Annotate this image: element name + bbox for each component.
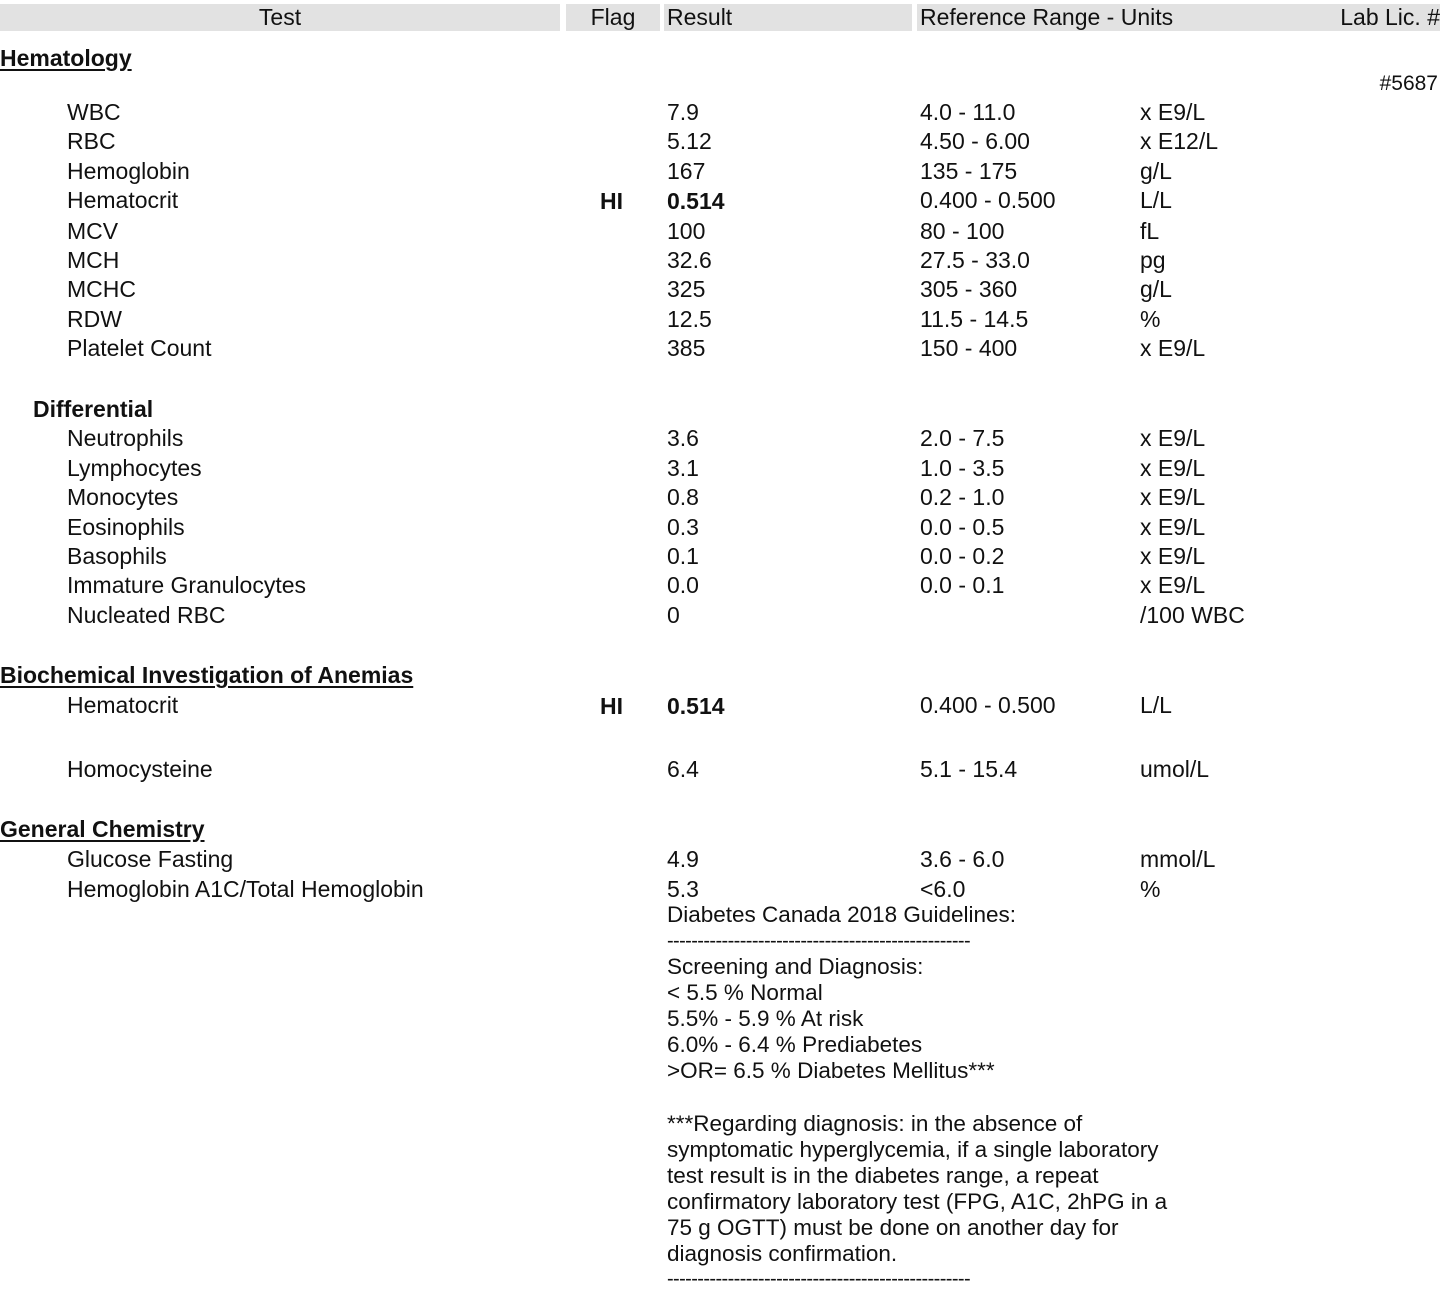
result-value: 6.4	[667, 756, 699, 782]
units: g/L	[1140, 276, 1172, 302]
result-value: 3.1	[667, 455, 699, 481]
units: L/L	[1140, 187, 1172, 213]
result-value: 0.514	[667, 188, 725, 214]
test-name: Hematocrit	[67, 692, 179, 718]
test-name: Lymphocytes	[67, 455, 202, 481]
header-test: Test	[0, 4, 560, 31]
test-name: Homocysteine	[67, 756, 213, 782]
result-value: 385	[667, 335, 706, 361]
result-value: 325	[667, 276, 706, 302]
units: mmol/L	[1140, 846, 1216, 872]
note-heading: Diabetes Canada 2018 Guidelines:	[667, 902, 1016, 927]
test-name: WBC	[67, 99, 121, 125]
test-name: RBC	[67, 128, 116, 154]
note-divider-bottom: --------------------------------------------------	[667, 1268, 971, 1290]
units: %	[1140, 306, 1161, 332]
test-name: Eosinophils	[67, 514, 185, 540]
test-name: Glucose Fasting	[67, 846, 234, 872]
units: g/L	[1140, 158, 1172, 184]
reference-range: 3.6 - 6.0	[920, 846, 1005, 872]
units: x E9/L	[1140, 425, 1206, 451]
section-title-hematology: Hematology	[0, 45, 132, 71]
reference-range: 4.0 - 11.0	[920, 99, 1016, 125]
reference-range: 0.400 - 0.500	[920, 692, 1056, 718]
units: %	[1140, 876, 1161, 902]
result-value: 5.3	[667, 876, 699, 902]
result-value: 4.9	[667, 846, 699, 872]
note-diagnosis-line: ***Regarding diagnosis: in the absence of	[667, 1111, 1083, 1136]
result-value: 0	[667, 602, 680, 628]
reference-range: 305 - 360	[920, 276, 1018, 302]
result-value: 32.6	[667, 247, 712, 273]
header-flag: Flag	[566, 4, 660, 31]
reference-range: <6.0	[920, 876, 966, 902]
units: x E9/L	[1140, 572, 1206, 598]
units: /100 WBC	[1140, 602, 1245, 628]
result-value: 100	[667, 218, 706, 244]
header-result: Result	[664, 4, 912, 31]
header-reference-range-units: Reference Range - Units	[917, 4, 1440, 31]
test-name: MCH	[67, 247, 120, 273]
result-value: 7.9	[667, 99, 699, 125]
note-screening-line: >OR= 6.5 % Diabetes Mellitus***	[667, 1058, 995, 1083]
result-value: 0.514	[667, 693, 725, 719]
note-diagnosis-line: test result is in the diabetes range, a repeat	[667, 1163, 1099, 1188]
test-name: MCV	[67, 218, 119, 244]
flag-high: HI	[600, 693, 623, 719]
note-diagnosis-line: diagnosis confirmation.	[667, 1241, 898, 1266]
section-title-general-chemistry: General Chemistry	[0, 816, 205, 842]
test-name: Neutrophils	[67, 425, 184, 451]
units: x E9/L	[1140, 514, 1206, 540]
test-name: Monocytes	[67, 484, 179, 510]
result-value: 0.1	[667, 543, 699, 569]
reference-range: 4.50 - 6.00	[920, 128, 1030, 154]
note-diagnosis-line: symptomatic hyperglycemia, if a single laboratory	[667, 1137, 1159, 1162]
result-value: 0.3	[667, 514, 699, 540]
flag-high: HI	[600, 188, 623, 214]
test-name: Immature Granulocytes	[67, 572, 307, 598]
test-name: Hematocrit	[67, 187, 179, 213]
reference-range: 11.5 - 14.5	[920, 306, 1029, 332]
result-value: 0.8	[667, 484, 699, 510]
reference-range: 80 - 100	[920, 218, 1005, 244]
reference-range: 0.2 - 1.0	[920, 484, 1005, 510]
note-diagnosis-line: 75 g OGTT) must be done on another day for	[667, 1215, 1119, 1240]
result-value: 3.6	[667, 425, 699, 451]
note-screening-line: 6.0% - 6.4 % Prediabetes	[667, 1032, 923, 1057]
reference-range: 0.0 - 0.2	[920, 543, 1005, 569]
note-screening-line: Screening and Diagnosis:	[667, 954, 924, 979]
reference-range: 0.400 - 0.500	[920, 187, 1056, 213]
units: fL	[1140, 218, 1160, 244]
test-name: Hemoglobin A1C/Total Hemoglobin	[67, 876, 424, 902]
result-value: 12.5	[667, 306, 712, 332]
units: x E9/L	[1140, 455, 1206, 481]
reference-range: 5.1 - 15.4	[920, 756, 1018, 782]
test-name: MCHC	[67, 276, 136, 302]
section-title-anemias: Biochemical Investigation of Anemias	[0, 662, 414, 688]
reference-range: 0.0 - 0.1	[920, 572, 1005, 598]
reference-range: 135 - 175	[920, 158, 1018, 184]
units: x E12/L	[1140, 128, 1218, 154]
units: pg	[1140, 247, 1166, 273]
note-screening-line: < 5.5 % Normal	[667, 980, 823, 1005]
units: x E9/L	[1140, 543, 1206, 569]
units: umol/L	[1140, 756, 1210, 782]
units: x E9/L	[1140, 484, 1206, 510]
lab-license-value: #5687	[1379, 72, 1438, 95]
note-diagnosis-line: confirmatory laboratory test (FPG, A1C, 2hPG in a	[667, 1189, 1168, 1214]
test-name: Basophils	[67, 543, 167, 569]
test-name: Platelet Count	[67, 335, 212, 361]
note-divider-top: --------------------------------------------------	[667, 930, 971, 952]
units: x E9/L	[1140, 335, 1206, 361]
test-name: Hemoglobin	[67, 158, 190, 184]
reference-range: 27.5 - 33.0	[920, 247, 1030, 273]
result-value: 167	[667, 158, 706, 184]
result-value: 0.0	[667, 572, 699, 598]
subsection-title-differential: Differential	[33, 396, 154, 422]
test-name: RDW	[67, 306, 122, 332]
units: L/L	[1140, 692, 1172, 718]
header-lab-license: Lab Lic. #	[1340, 4, 1440, 30]
reference-range: 2.0 - 7.5	[920, 425, 1005, 451]
test-name: Nucleated RBC	[67, 602, 226, 628]
note-screening-line: 5.5% - 5.9 % At risk	[667, 1006, 864, 1031]
reference-range: 150 - 400	[920, 335, 1018, 361]
units: x E9/L	[1140, 99, 1206, 125]
result-value: 5.12	[667, 128, 712, 154]
reference-range: 1.0 - 3.5	[920, 455, 1005, 481]
reference-range: 0.0 - 0.5	[920, 514, 1005, 540]
